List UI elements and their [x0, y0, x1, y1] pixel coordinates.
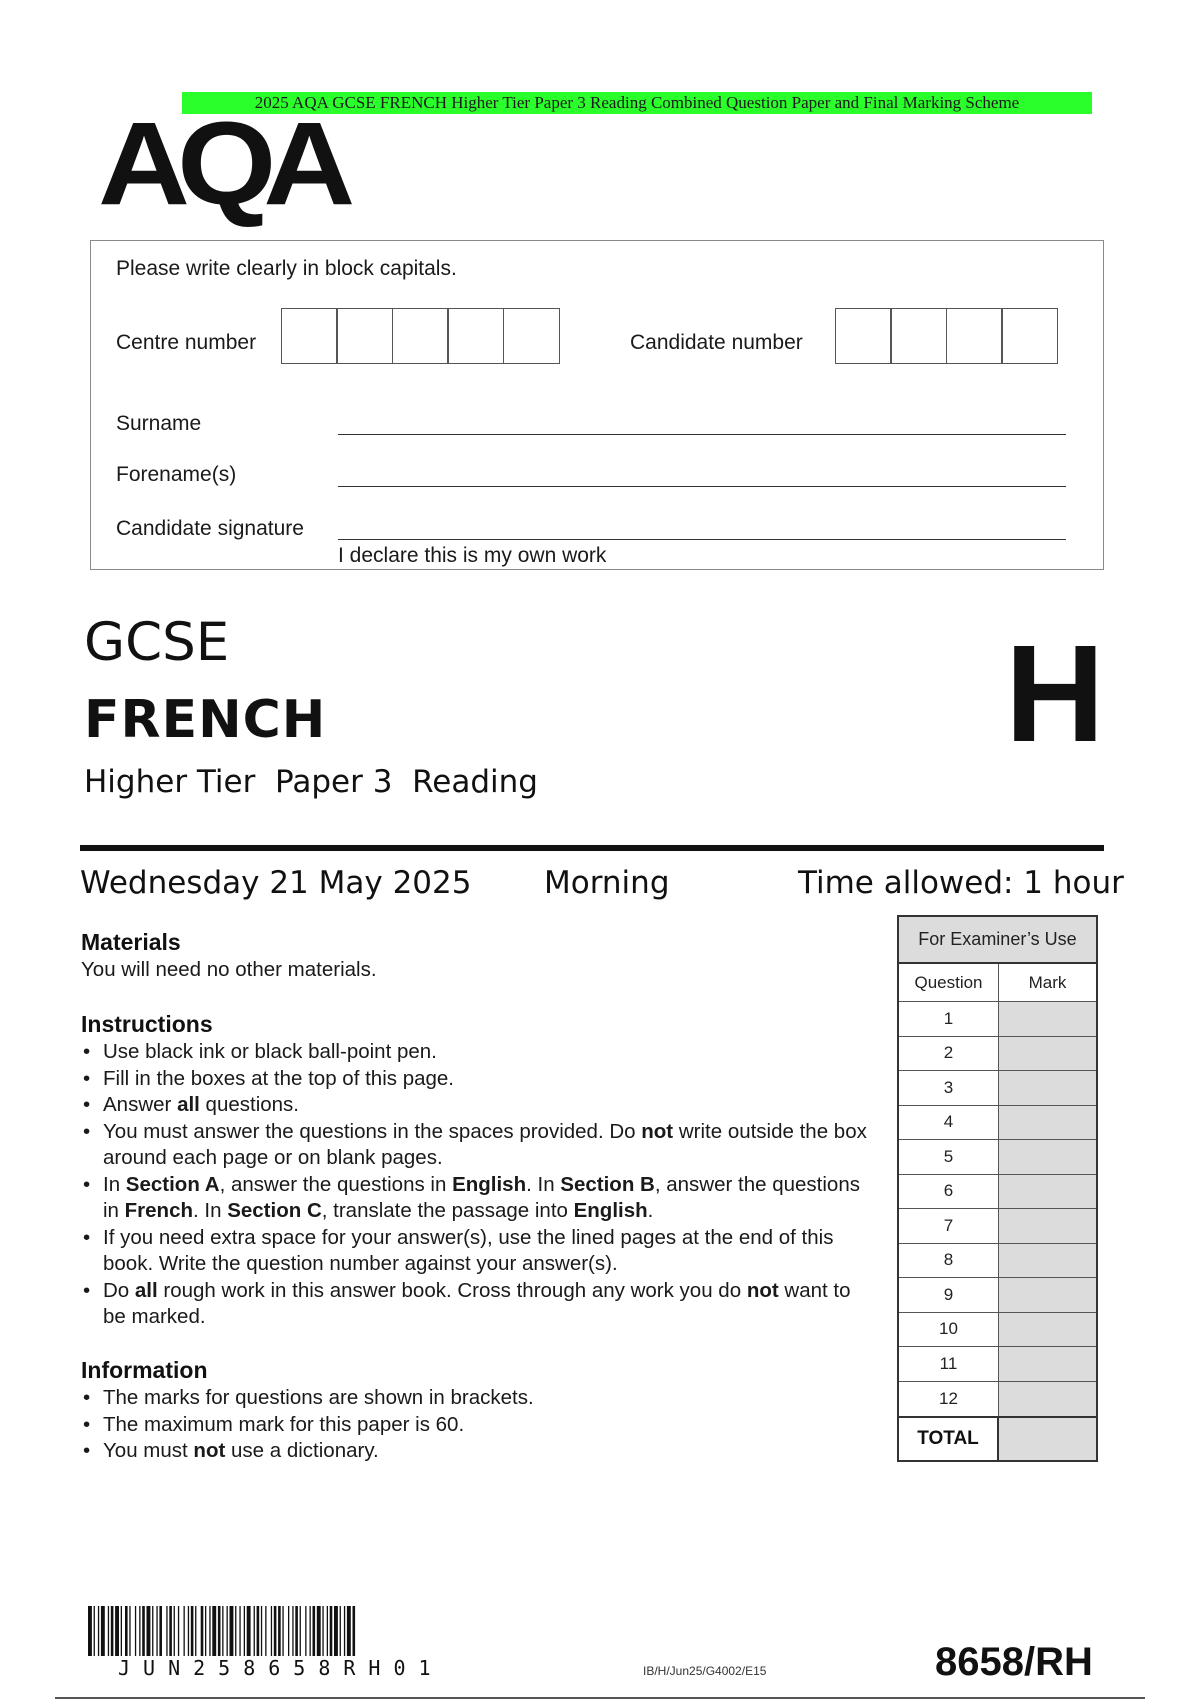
table-row	[899, 1244, 1096, 1279]
time-allowed: Time allowed: 1 hour	[798, 865, 1124, 901]
examiner-question-rows	[899, 1002, 1096, 1416]
mark-column-header: Mark	[999, 964, 1096, 1001]
question-number-cell: 7	[899, 1209, 999, 1243]
table-row	[899, 1140, 1096, 1175]
tier-paper-line: Higher Tier Paper 3 Reading	[84, 764, 538, 800]
signature-label: Candidate signature	[116, 517, 304, 540]
information-heading: Information	[81, 1357, 208, 1383]
table-row	[899, 1002, 1096, 1037]
mark-cell[interactable]	[999, 1002, 1096, 1036]
subject-title: FRENCH	[84, 690, 327, 750]
question-column-header: Question	[899, 964, 999, 1001]
question-number-cell: 11	[899, 1347, 999, 1381]
list-item: • You must not use a dictionary.	[81, 1438, 871, 1465]
list-item: • The maximum mark for this paper is 60.	[81, 1412, 871, 1439]
list-item: • Use black ink or black ball-point pen.	[81, 1039, 871, 1066]
paper-code: 8658/RH	[935, 1640, 1093, 1684]
list-item: • You must answer the questions in the spaces provided. Do not write outside the box around each page or on blank pages.	[81, 1119, 871, 1172]
exam-date: Wednesday 21 May 2025	[80, 865, 472, 901]
mark-cell[interactable]	[999, 1244, 1096, 1278]
question-number-cell: 2	[899, 1037, 999, 1071]
candidate-number-digit-box[interactable]	[946, 308, 1003, 364]
exam-session: Morning	[544, 865, 670, 901]
table-row	[899, 1347, 1096, 1382]
list-item: • If you need extra space for your answer(s), use the lined pages at the end of this book. Write the question number against your answer(s).	[81, 1225, 871, 1278]
question-number-cell: 9	[899, 1278, 999, 1312]
candidate-number-boxes	[836, 308, 1058, 364]
instructions-heading: Instructions	[81, 1011, 213, 1037]
bottom-rule	[55, 1697, 1145, 1699]
question-number-cell: 5	[899, 1140, 999, 1174]
title-divider	[80, 845, 1104, 851]
list-item: • The marks for questions are shown in brackets.	[81, 1385, 871, 1412]
examiner-total-row	[899, 1416, 1096, 1460]
mark-cell[interactable]	[999, 1037, 1096, 1071]
tier-letter: H	[1005, 617, 1105, 771]
question-number-cell: 1	[899, 1002, 999, 1036]
table-row	[899, 1106, 1096, 1141]
declaration-text: I declare this is my own work	[338, 544, 607, 567]
table-row	[899, 1071, 1096, 1106]
materials-text: You will need no other materials.	[81, 958, 377, 981]
centre-number-digit-box[interactable]	[281, 308, 338, 364]
table-row	[899, 1382, 1096, 1417]
examiner-use-table	[897, 915, 1098, 1462]
table-row	[899, 1313, 1096, 1348]
candidate-number-digit-box[interactable]	[1001, 308, 1058, 364]
forenames-label: Forename(s)	[116, 463, 237, 486]
mark-cell[interactable]	[999, 1278, 1096, 1312]
centre-number-digit-box[interactable]	[503, 308, 560, 364]
surname-field[interactable]	[338, 434, 1066, 435]
list-item: • Do all rough work in this answer book. Cross through any work you do not want to be marked.	[81, 1278, 871, 1331]
question-number-cell: 8	[899, 1244, 999, 1278]
question-number-cell: 3	[899, 1071, 999, 1105]
mark-cell[interactable]	[999, 1382, 1096, 1417]
list-item: • Answer all questions.	[81, 1092, 871, 1119]
materials-heading: Materials	[81, 929, 181, 955]
centre-number-digit-box[interactable]	[392, 308, 449, 364]
examiner-table-header-row	[899, 964, 1096, 1002]
question-number-cell: 4	[899, 1106, 999, 1140]
mark-cell[interactable]	[999, 1140, 1096, 1174]
information-list	[81, 1385, 871, 1465]
mark-cell[interactable]	[999, 1071, 1096, 1105]
centre-number-digit-box[interactable]	[336, 308, 393, 364]
examiner-table-title: For Examiner’s Use	[899, 917, 1096, 964]
total-mark-cell[interactable]	[999, 1418, 1096, 1460]
table-row	[899, 1037, 1096, 1072]
centre-number-label: Centre number	[116, 331, 257, 354]
total-label: TOTAL	[899, 1418, 999, 1460]
barcode	[88, 1606, 498, 1656]
question-number-cell: 12	[899, 1382, 999, 1417]
candidate-number-label: Candidate number	[630, 331, 803, 354]
mark-cell[interactable]	[999, 1209, 1096, 1243]
question-number-cell: 10	[899, 1313, 999, 1347]
barcode-text: JUN258658RH01	[118, 1656, 444, 1680]
mark-cell[interactable]	[999, 1313, 1096, 1347]
table-row	[899, 1209, 1096, 1244]
surname-label: Surname	[116, 412, 202, 435]
candidate-number-digit-box[interactable]	[890, 308, 947, 364]
forenames-field[interactable]	[338, 486, 1066, 487]
instructions-list	[81, 1039, 871, 1331]
document-reference: IB/H/Jun25/G4002/E15	[643, 1664, 767, 1678]
document-title-banner: 2025 AQA GCSE FRENCH Higher Tier Paper 3 Reading Combined Question Paper and Final Marking Scheme	[182, 92, 1092, 114]
signature-field[interactable]	[338, 539, 1066, 540]
list-item: • Fill in the boxes at the top of this page.	[81, 1066, 871, 1093]
mark-cell[interactable]	[999, 1175, 1096, 1209]
list-item: • In Section A, answer the questions in English. In Section B, answer the questions in French. In Section C, translate the passage into English.	[81, 1172, 871, 1225]
candidate-number-digit-box[interactable]	[835, 308, 892, 364]
question-number-cell: 6	[899, 1175, 999, 1209]
centre-number-digit-box[interactable]	[447, 308, 504, 364]
aqa-logo: AQA	[98, 98, 343, 230]
table-row	[899, 1175, 1096, 1210]
qualification-title: GCSE	[84, 612, 230, 673]
centre-number-boxes	[282, 308, 560, 364]
block-capitals-instruction: Please write clearly in block capitals.	[116, 257, 457, 280]
mark-cell[interactable]	[999, 1347, 1096, 1381]
table-row	[899, 1278, 1096, 1313]
mark-cell[interactable]	[999, 1106, 1096, 1140]
